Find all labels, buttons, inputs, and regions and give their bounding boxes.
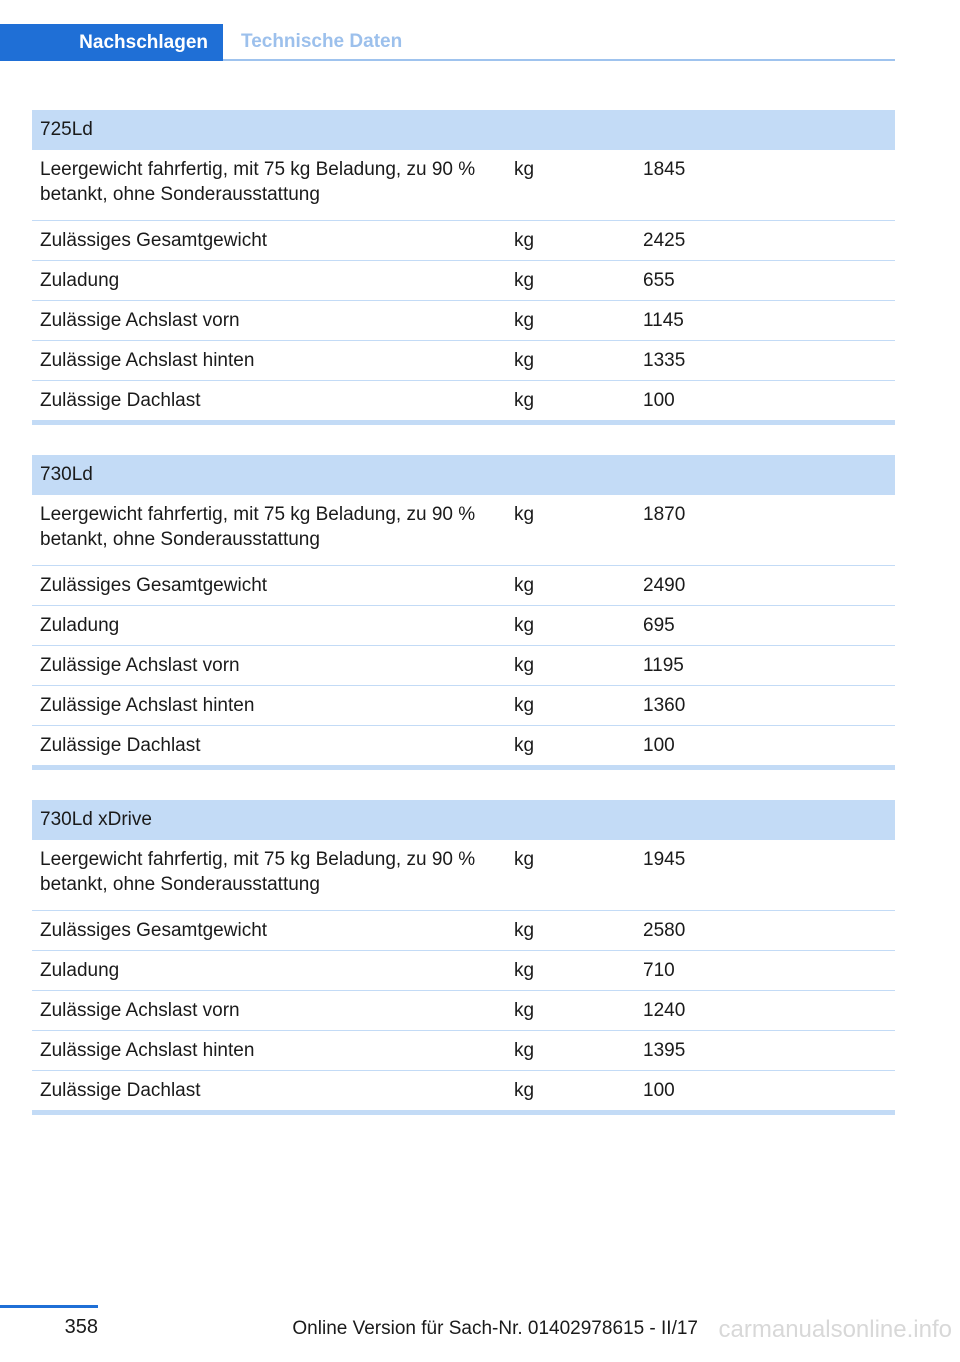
row-unit: kg: [514, 695, 535, 716]
table-row: [32, 261, 895, 301]
spec-table-730ld: [32, 455, 895, 770]
row-label: Zulässige Achslast hinten: [40, 695, 255, 716]
row-unit: kg: [514, 575, 535, 596]
table-row: [32, 726, 895, 765]
table-title: 730Ld: [32, 455, 895, 495]
row-unit: kg: [514, 504, 535, 525]
row-unit: kg: [514, 310, 535, 331]
table-row: [32, 606, 895, 646]
table-row: [32, 1031, 895, 1071]
table-row: [32, 1071, 895, 1110]
row-value: 2425: [643, 230, 686, 251]
row-label: Zulässiges Gesamtgewicht: [40, 920, 268, 941]
table-title: 730Ld xDrive: [32, 800, 895, 840]
table-row: [32, 566, 895, 606]
row-value: 1335: [643, 350, 686, 371]
row-label: Zulässige Achslast hinten: [40, 350, 255, 371]
row-value: 655: [643, 270, 675, 291]
spec-table-730ld-xdrive: [32, 800, 895, 1115]
table-row: [32, 381, 895, 420]
table-row: [32, 495, 895, 566]
row-unit: kg: [514, 849, 535, 870]
row-value: 1240: [643, 1000, 686, 1021]
table-row: [32, 301, 895, 341]
row-value: 100: [643, 390, 675, 411]
row-label: Zuladung: [40, 615, 120, 636]
row-label: Leergewicht fahrfertig, mit 75 kg Beladung, zu 90 % betankt, ohne Sonderausstattung: [40, 504, 476, 550]
table-row: [32, 911, 895, 951]
page-number-rule: [0, 1305, 98, 1308]
row-unit: kg: [514, 1040, 535, 1061]
row-value: 100: [643, 735, 675, 756]
row-label: Zulässiges Gesamtgewicht: [40, 230, 268, 251]
row-label: Zulässige Achslast vorn: [40, 1000, 240, 1021]
online-version-note: Online Version für Sach-Nr. 01402978615 - II/17: [292, 1318, 698, 1339]
row-unit: kg: [514, 655, 535, 676]
tab-technische-daten[interactable]: Technische Daten: [241, 30, 403, 52]
row-label: Zulässiges Gesamtgewicht: [40, 575, 268, 596]
table-row: [32, 221, 895, 261]
row-value: 1870: [643, 504, 686, 525]
table-row: [32, 686, 895, 726]
row-value: 1145: [643, 310, 684, 331]
row-value: 2490: [643, 575, 686, 596]
row-unit: kg: [514, 1000, 535, 1021]
row-value: 1395: [643, 1040, 686, 1061]
row-unit: kg: [514, 390, 535, 411]
row-value: 2580: [643, 920, 686, 941]
page-header: [0, 24, 895, 61]
row-label: Leergewicht fahrfertig, mit 75 kg Beladung, zu 90 % betankt, ohne Sonderausstattung: [40, 849, 476, 895]
row-value: 100: [643, 1080, 675, 1101]
spec-table-725ld: [32, 110, 895, 425]
page-number: 358: [64, 1316, 98, 1338]
row-unit: kg: [514, 615, 535, 636]
row-unit: kg: [514, 350, 535, 371]
row-label: Zuladung: [40, 960, 120, 981]
table-title: 725Ld: [32, 110, 895, 150]
row-unit: kg: [514, 735, 535, 756]
row-value: 1360: [643, 695, 686, 716]
row-value: 695: [643, 615, 675, 636]
row-value: 1945: [643, 849, 686, 870]
row-label: Zulässige Dachlast: [40, 1080, 201, 1101]
row-label: Zuladung: [40, 270, 120, 291]
row-unit: kg: [514, 920, 535, 941]
row-value: 1195: [643, 655, 684, 676]
table-row: [32, 991, 895, 1031]
spec-tables: [32, 110, 895, 1145]
row-label: Leergewicht fahrfertig, mit 75 kg Beladung, zu 90 % betankt, ohne Sonderausstattung: [40, 159, 476, 205]
tab-nachschlagen[interactable]: Nachschlagen: [0, 24, 223, 61]
table-row: [32, 840, 895, 911]
table-row: [32, 646, 895, 686]
row-value: 1845: [643, 159, 686, 180]
row-value: 710: [643, 960, 675, 981]
row-label: Zulässige Achslast vorn: [40, 310, 240, 331]
watermark: carmanualsonline.info: [718, 1316, 952, 1343]
table-row: [32, 951, 895, 991]
row-unit: kg: [514, 230, 535, 251]
row-label: Zulässige Achslast vorn: [40, 655, 240, 676]
row-label: Zulässige Achslast hinten: [40, 1040, 255, 1061]
row-label: Zulässige Dachlast: [40, 735, 201, 756]
row-unit: kg: [514, 159, 535, 180]
row-unit: kg: [514, 960, 535, 981]
table-row: [32, 150, 895, 221]
row-label: Zulässige Dachlast: [40, 390, 201, 411]
row-unit: kg: [514, 270, 535, 291]
table-row: [32, 341, 895, 381]
row-unit: kg: [514, 1080, 535, 1101]
